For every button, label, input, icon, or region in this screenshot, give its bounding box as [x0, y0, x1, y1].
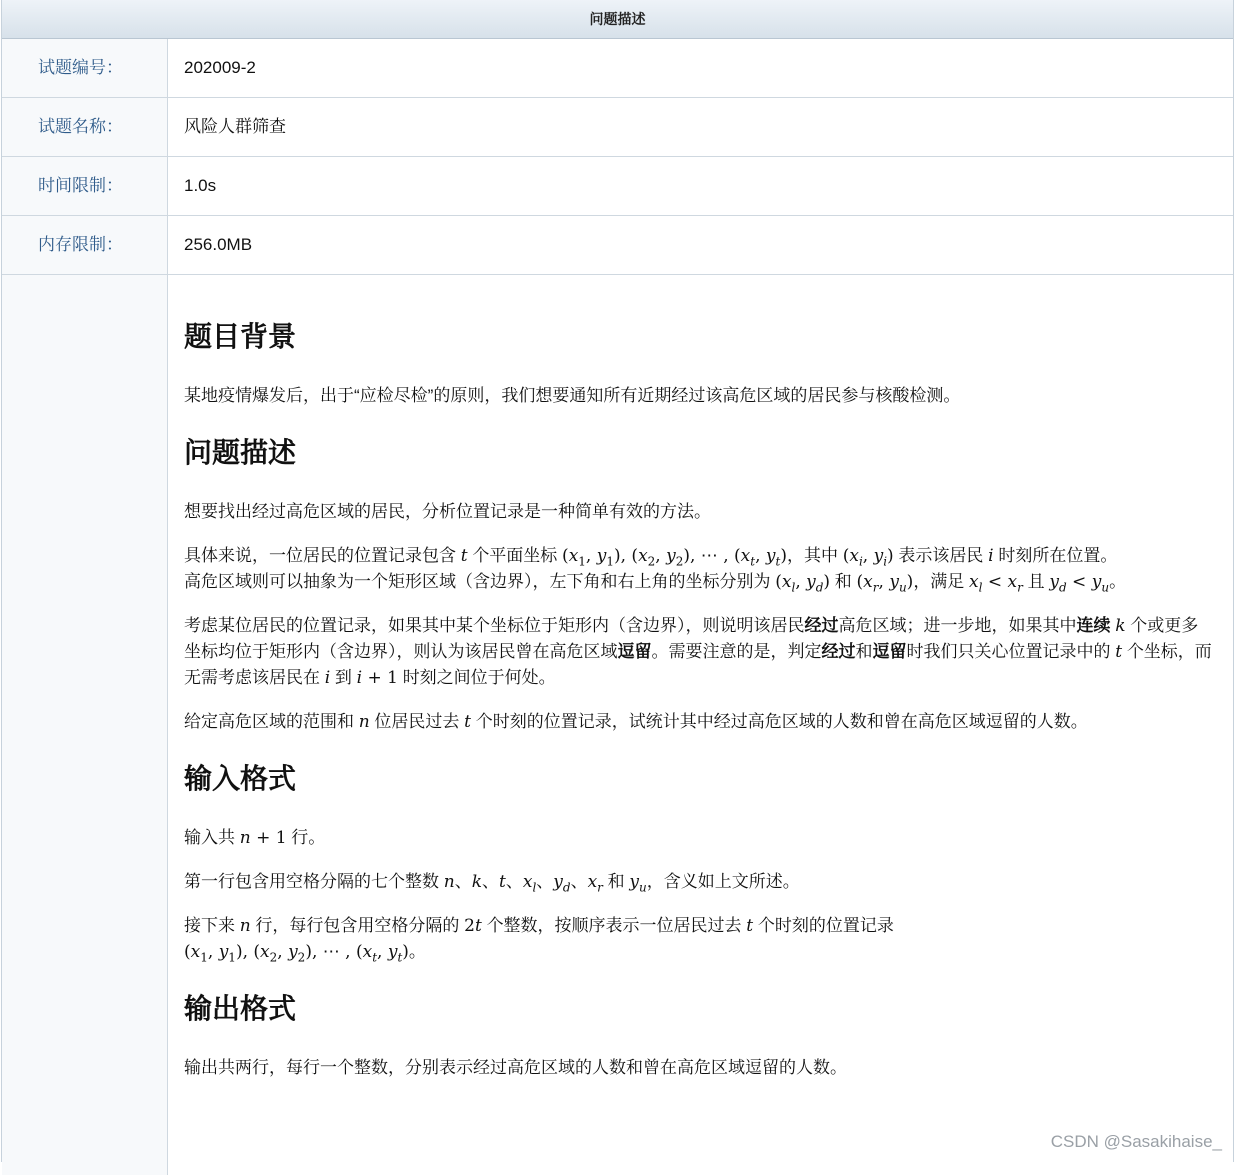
mem-label: 内存限制： [2, 216, 168, 274]
time-value: 1.0s [168, 157, 1233, 215]
time-label: 时间限制： [2, 157, 168, 215]
problem-p2: 具体来说，一位居民的位置记录包含 t 个平面坐标 ($x_1$, $y_1$), ($x_2$, $y_2$), ⋯ , ($x_t$, $y_t$)，其中 ($x_i$, $y_i$) 表示该居民 i 时刻所在位置。 [184, 543, 1215, 569]
info-row-name [2, 98, 1233, 157]
id-label: 试题编号： [2, 39, 168, 97]
panel-header: 问题描述 [2, 0, 1233, 39]
input-p1: 输入共 n + 1 行。 [184, 825, 1215, 851]
name-value: 风险人群筛查 [168, 98, 1233, 156]
problem-heading: 问题描述 [184, 435, 1215, 471]
input-p3: 接下来 n 行，每行包含用空格分隔的 2t 个整数，按顺序表示一位居民过去 t 个时刻的位置记录 ($x_1$, $y_1$), ($x_2$, $y_2$), ⋯ , ($x_t$, $y_t$)。 [184, 913, 1215, 965]
info-row-id [2, 39, 1233, 98]
output-p1: 输出共两行，每行一个整数，分别表示经过高危区域的人数和曾在高危区域逗留的人数。 [184, 1055, 1215, 1081]
name-label: 试题名称： [2, 98, 168, 156]
problem-p3: 高危区域则可以抽象为一个矩形区域（含边界），左下角和右上角的坐标分别为 ($x_l$, $y_d$) 和 ($x_r$, $y_u$)，满足 $x_l < x_r$ 且 $y_d < y_u$。 [184, 569, 1215, 595]
info-row-time [2, 157, 1233, 216]
content-label-cell [2, 275, 168, 1175]
problem-p5: 给定高危区域的范围和 n 位居民过去 t 个时刻的位置记录，试统计其中经过高危区域的人数和曾在高危区域逗留的人数。 [184, 709, 1215, 735]
watermark: CSDN @Sasakihaise_ [1051, 1132, 1222, 1152]
problem-panel [1, 0, 1234, 1162]
output-heading: 输出格式 [184, 991, 1215, 1027]
input-heading: 输入格式 [184, 761, 1215, 797]
background-text: 某地疫情爆发后，出于“应检尽检”的原则，我们想要通知所有近期经过该高危区域的居民参与核酸检测。 [184, 383, 1215, 409]
id-value: 202009-2 [168, 39, 1233, 97]
problem-p1: 想要找出经过高危区域的居民，分析位置记录是一种简单有效的方法。 [184, 499, 1215, 525]
info-row-mem [2, 216, 1233, 275]
problem-p4: 考虑某位居民的位置记录，如果其中某个坐标位于矩形内（含边界），则说明该居民经过高危区域；进一步地，如果其中连续 k 个或更多坐标均位于矩形内（含边界），则认为该居民曾在高危区域逗留。需要注意的是，判定经过和逗留时我们只关心位置记录中的 t 个坐标，而无需考虑该居民在 i 到 i + 1 时刻之间位于何处。 [184, 613, 1215, 691]
input-p2: 第一行包含用空格分隔的七个整数 n、k、t、$x_l$、$y_d$、$x_r$ 和 $y_u$，含义如上文所述。 [184, 869, 1215, 895]
problem-content [168, 275, 1233, 1175]
background-heading: 题目背景 [184, 319, 1215, 355]
mem-value: 256.0MB [168, 216, 1233, 274]
content-row [2, 275, 1233, 1175]
